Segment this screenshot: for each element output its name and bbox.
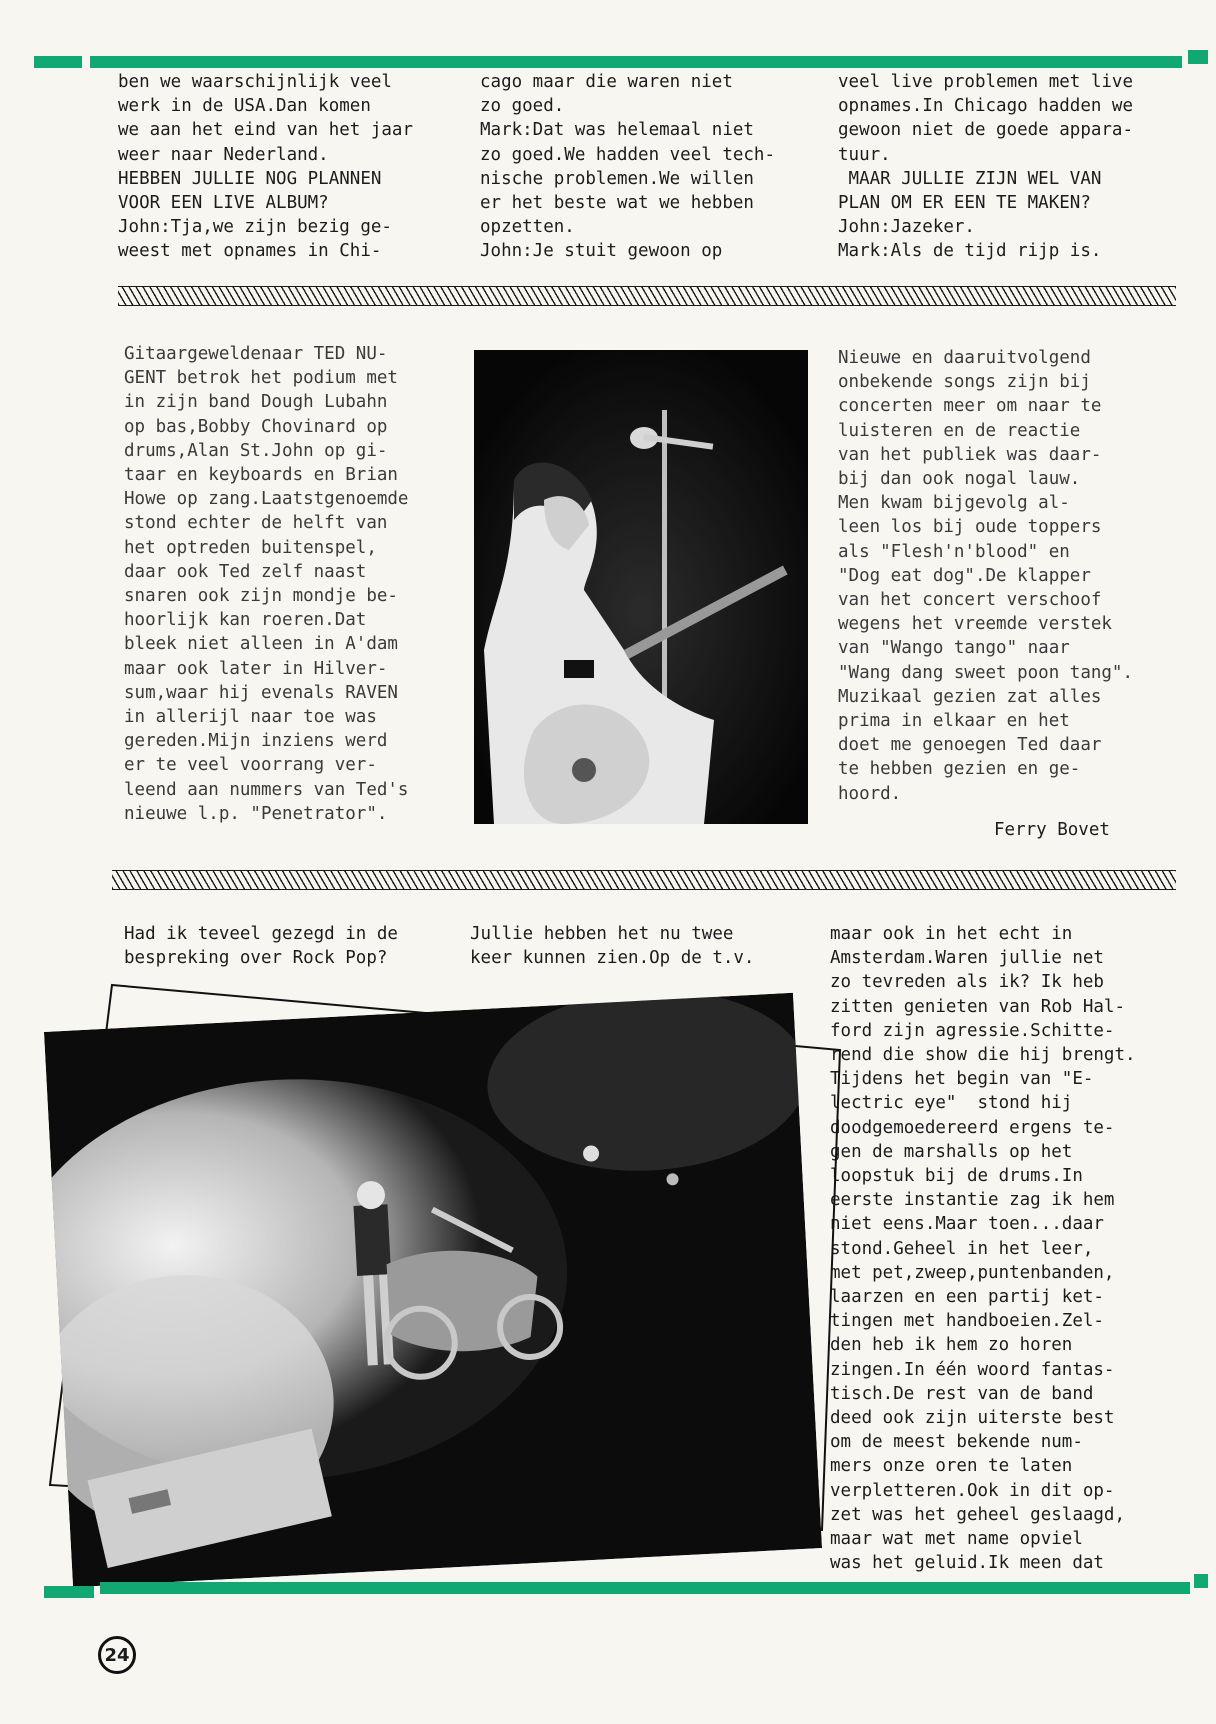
concert-column-1: Had ik teveel gezegd in de bespreking over Rock Pop? — [124, 924, 398, 969]
review-column-3: Nieuwe en daaruitvolgend onbekende songs zijn bij concerten meer om naar te luisteren en de reactie van het publiek was daar- bij dan ook nogal lauw. Men kwam bijgevolg al- leen los bij oude toppers als "Flesh'n'blood" en "Dog eat dog".De klapper van het concert verschoof wegens het vreemde verstek van "Wango tango" naar "Wang dang sweet poon tang". Muzikaal gezien zat alles prima in elkaar en het doet me genoegen Ted daar te hebben gezien en ge- hoord. — [838, 348, 1134, 804]
author-signature: Ferry Bovet — [994, 820, 1110, 840]
interview-column-1: ben we waarschijnlijk veel werk in de USA.Dan komen we aan het eind van het jaar weer naar Nederland. HEBBEN JULLIE NOG PLANNEN VOOR EEN LIVE ALBUM? John:Tja,we zijn bezig ge- weest met opnames in Chi- — [118, 72, 414, 262]
rob-halford-motorcycle-photo — [44, 993, 822, 1587]
bottom-accent-bar — [100, 1582, 1190, 1594]
bottom-accent-bar-left — [44, 1586, 94, 1598]
concert-column-3: maar ook in het echt in Amsterdam.Waren jullie net zo tevreden als ik? Ik heb zitten genieten van Rob Hal- ford zijn agressie.Schitte- rend die show die hij brengt. Tijdens het begin van "E- lectric eye" stond hij doodgemoedereerd ergens te- gen de marshalls op het loopstuk bij de drums.In eerste instantie zag ik hem niet eens.Maar toen...daar stond.Geheel in het leer, met pet,zweep,puntenbanden, laarzen en een partij ket- tingen met handboeien.Zel- den heb ik hem zo horen zingen.In één woord fantas- tisch.De rest van de band deed ook zijn uiterste best om de meest bekende num- mers onze oren te laten verpletteren.Ook in dit op- zet was het geheel geslaagd, maar wat met name opviel was het geluid.Ik meen dat — [830, 924, 1136, 1574]
review-column-1: Gitaargeweldenaar TED NU- GENT betrok het podium met in zijn band Dough Lubahn op bas,Bobby Chovinard op drums,Alan St.John op gi- taar en keyboards en Brian Howe op zang.Laatstgenoemde stond echter de helft van het optreden buitenspel, daar ook Ted zelf naast snaren ook zijn mondje be- hoorlijk kan roeren.Dat bleek niet alleen in A'dam maar ook later in Hilver- sum,waar hij evenals RAVEN in allerijl naar toe was gereden.Mijn inziens werd er te veel voorrang ver- leend aan nummers van Ted's nieuwe l.p. "Penetrator". — [124, 344, 409, 824]
hatched-divider-2 — [112, 870, 1176, 890]
top-accent-bar — [90, 56, 1182, 68]
top-accent-bar-right — [1188, 50, 1208, 64]
concert-column-2: Jullie hebben het nu twee keer kunnen zien.Op de t.v. — [470, 924, 755, 969]
bottom-accent-bar-right — [1194, 1574, 1208, 1588]
ted-nugent-concert-photo — [474, 350, 808, 824]
interview-column-2: cago maar die waren niet zo goed. Mark:Dat was helemaal niet zo goed.We hadden veel tech- nische problemen.We willen er het beste wat we hebben opzetten. John:Je stuit gewoon op — [480, 72, 776, 262]
top-accent-bar-left — [34, 56, 82, 68]
interview-column-3: veel live problemen met live opnames.In Chicago hadden we gewoon niet de goede appara- tuur. MAAR JULLIE ZIJN WEL VAN PLAN OM ER EEN TE MAKEN? John:Jazeker. Mark:Als de tijd rijp is. — [838, 72, 1134, 262]
hatched-divider-1 — [118, 286, 1176, 306]
page-number: 24 — [98, 1636, 136, 1674]
